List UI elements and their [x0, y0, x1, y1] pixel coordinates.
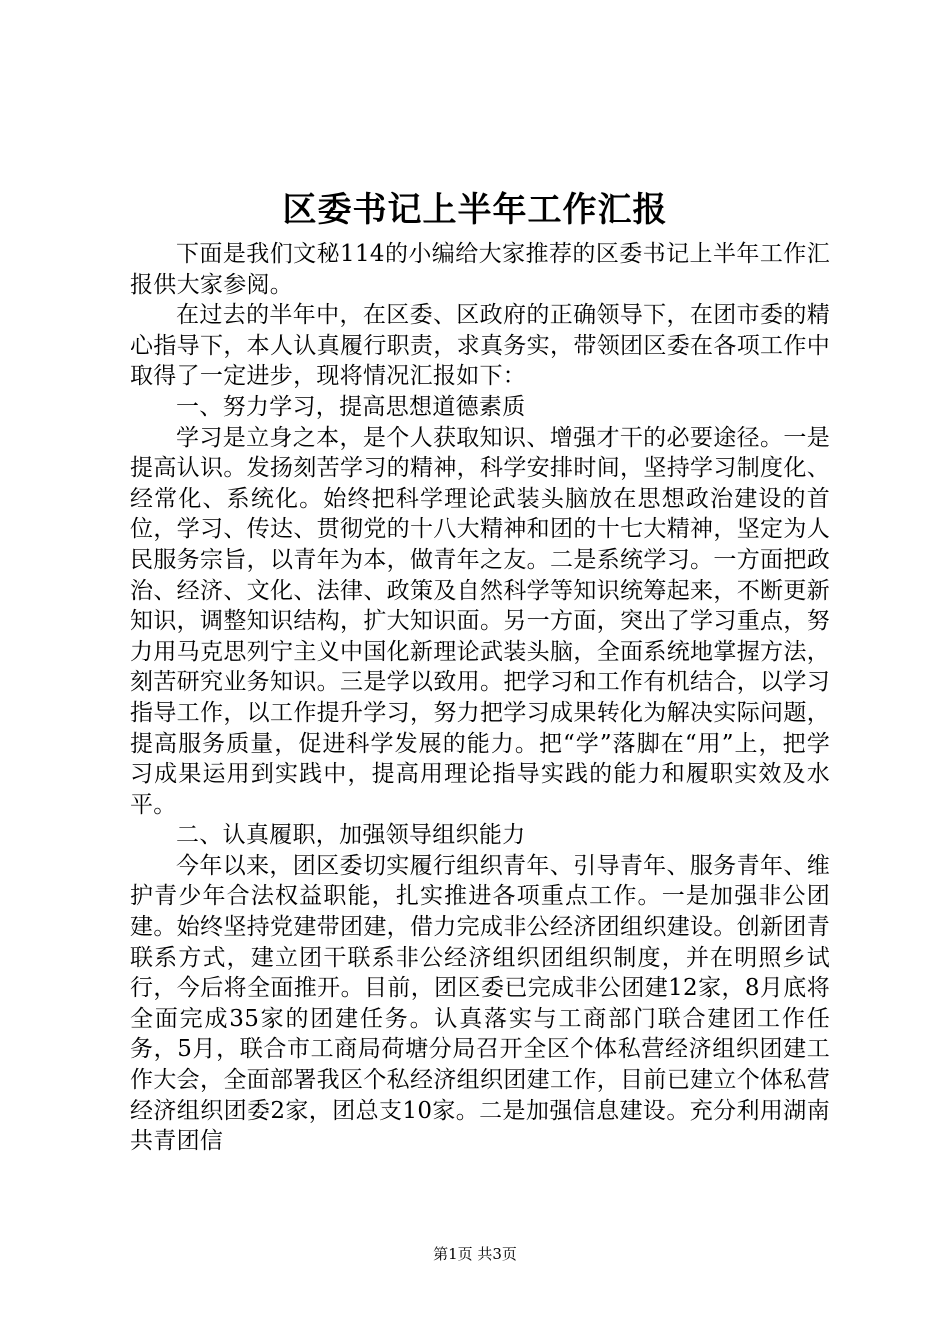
- paragraph-study: 学习是立身之本，是个人获取知识、增强才干的必要途径。一是提高认识。发扬刻苦学习的精神，科学安排时间，坚持学习制度化、经常化、系统化。始终把科学理论武装头脑放在思想政治建设的首位，学习、传达、贯彻党的十八大精神和团的十七大精神，坚定为人民服务宗旨，以青年为本，做青年之友。二是系统学习。一方面把政治、经济、文化、法律、政策及自然科学等知识统筹起来，不断更新知识，调整知识结构，扩大知识面。另一方面，突出了学习重点，努力用马克思列宁主义中国化新理论武装头脑，全面系统地掌握方法，刻苦研究业务知识。三是学以致用。把学习和工作有机结合，以学习指导工作，以工作提升学习，努力把学习成果转化为解决实际问题，提高服务质量，促进科学发展的能力。把“学”落脚在“用”上，把学习成果运用到实践中，提高用理论指导实践的能力和履职实效及水平。: [130, 424, 830, 818]
- document-body: [130, 239, 830, 1157]
- paragraph-opening: 在过去的半年中，在区委、区政府的正确领导下，在团市委的精心指导下，本人认真履行职责，求真务实，带领团区委在各项工作中取得了一定进步，现将情况汇报如下：: [130, 302, 830, 390]
- document-title: 区委书记上半年工作汇报: [282, 190, 668, 230]
- page-number-footer: 第1页 共3页: [433, 1245, 517, 1263]
- paragraph-intro: 下面是我们文秘114的小编给大家推荐的区委书记上半年工作汇报供大家参阅。: [130, 241, 830, 298]
- paragraph-duties: 今年以来，团区委切实履行组织青年、引导青年、服务青年、维护青少年合法权益职能，扎实推进各项重点工作。一是加强非公团建。始终坚持党建带团建，借力完成非公经济团组织建设。创新团青联系方式，建立团干联系非公经济组织团组织制度，并在明照乡试行，今后将全面推开。目前，团区委已完成非公团建12家，8月底将全面完成35家的团建任务。认真落实与工商部门联合建团工作任务，5月，联合市工商局荷塘分局召开全区个体私营经济组织团建工作大会，全面部署我区个私经济组织团建工作，目前已建立个体私营经济组织团委2家，团总支10家。二是加强信息建设。充分利用湖南共青团信: [130, 852, 830, 1155]
- section-heading-1: 一、努力学习，提高思想道德素质: [176, 393, 526, 420]
- section-heading-2: 二、认真履职，加强领导组织能力: [176, 822, 526, 849]
